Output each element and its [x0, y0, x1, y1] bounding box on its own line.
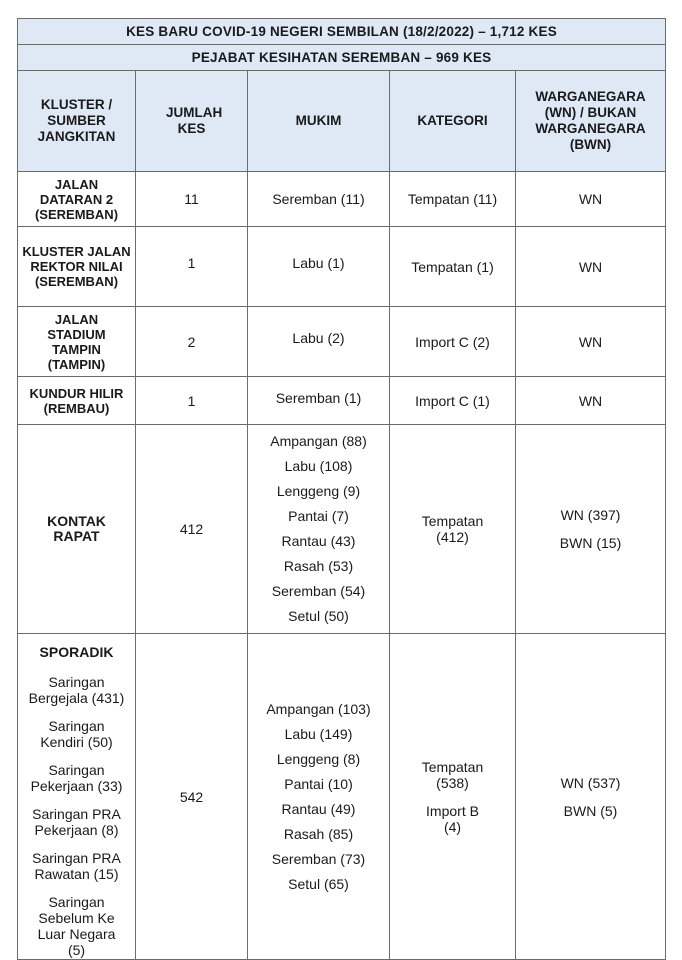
list-item: Labu (149) — [284, 725, 353, 742]
list-item: Seremban (54) — [271, 583, 366, 599]
cluster-cell: JALAN DATARAN 2 (SEREMBAN) — [18, 172, 136, 227]
list-item: Lenggeng (9) — [276, 483, 361, 499]
list-item: Seremban (73) — [271, 850, 366, 867]
table-row — [18, 307, 666, 377]
cluster-cell: JALAN STADIUM TAMPIN (TAMPIN) — [18, 307, 136, 377]
table-row — [18, 227, 666, 307]
list-item: Saringan Bergejala (431) — [28, 674, 125, 706]
list-item: BWN (5) — [563, 802, 618, 819]
total-cell: 11 — [136, 172, 248, 227]
list-item: Labu (108) — [284, 458, 353, 474]
citizenship-cell — [516, 425, 666, 634]
list-item: WN (397) — [560, 507, 621, 523]
list-item: Saringan PRA Pekerjaan (8) — [32, 806, 121, 838]
sporadik-sources — [18, 634, 136, 960]
kategori-cell: Tempatan (11) — [390, 172, 516, 227]
kategori-cell: Tempatan (412) — [390, 425, 516, 634]
office-subtitle: PEJABAT KESIHATAN SEREMBAN – 969 KES — [18, 45, 666, 71]
citizenship-cell: WN — [516, 377, 666, 425]
list-item: Ampangan (88) — [270, 433, 367, 449]
col-header-mukim: MUKIM — [248, 71, 390, 172]
list-item: Setul (65) — [288, 875, 349, 892]
col-header-kategori: KATEGORI — [390, 71, 516, 172]
table-row — [18, 172, 666, 227]
list-item: Rantau (43) — [281, 533, 356, 549]
cluster-cell: KONTAK RAPAT — [18, 425, 136, 634]
list-item: Rasah (53) — [283, 558, 354, 574]
cluster-cell: KUNDUR HILIR (REMBAU) — [18, 377, 136, 425]
covid-cases-table — [17, 18, 666, 960]
kategori-cell — [390, 634, 516, 960]
list-item: Setul (50) — [288, 608, 349, 624]
kategori-cell: Import C (2) — [390, 307, 516, 377]
citizenship-cell: WN — [516, 172, 666, 227]
list-item: BWN (15) — [559, 535, 622, 551]
kategori-cell: Import C (1) — [390, 377, 516, 425]
mukim-list — [248, 634, 390, 960]
total-cell: 2 — [136, 307, 248, 377]
table-row-kontak-rapat — [18, 425, 666, 634]
report-title: KES BARU COVID-19 NEGERI SEMBILAN (18/2/2022) – 1,712 KES — [18, 19, 666, 45]
list-item: Pantai (7) — [288, 508, 349, 524]
total-cell: 1 — [136, 377, 248, 425]
col-header-cluster: KLUSTER / SUMBER JANGKITAN — [18, 71, 136, 172]
col-header-total: JUMLAH KES — [136, 71, 248, 172]
citizenship-cell: WN — [516, 307, 666, 377]
mukim-list — [248, 425, 390, 634]
table-header-row — [18, 71, 666, 172]
table-row — [18, 377, 666, 425]
mukim-cell: Seremban (1) — [248, 377, 390, 425]
list-item: Saringan PRA Rawatan (15) — [32, 850, 121, 882]
list-item: WN (537) — [560, 774, 621, 791]
list-item: Ampangan (103) — [266, 700, 371, 717]
list-item: Pantai (10) — [284, 775, 353, 792]
total-cell: 412 — [136, 425, 248, 634]
list-item: Saringan Pekerjaan (33) — [30, 762, 123, 794]
table-row-sporadik — [18, 634, 666, 960]
mukim-cell: Labu (1) — [248, 227, 390, 307]
sporadik-label: SPORADIK — [39, 644, 114, 660]
list-item: Saringan Sebelum Ke Luar Negara (5) — [37, 894, 116, 958]
col-header-citizenship: WARGANEGARA (WN) / BUKAN WARGANEGARA (BWN) — [516, 71, 666, 172]
list-item: Import B (4) — [426, 802, 479, 835]
list-item: Rantau (49) — [281, 800, 356, 817]
mukim-cell: Labu (2) — [248, 307, 390, 377]
list-item: Lenggeng (8) — [276, 750, 361, 767]
kategori-cell: Tempatan (1) — [390, 227, 516, 307]
list-item: Rasah (85) — [283, 825, 354, 842]
citizenship-cell: WN — [516, 227, 666, 307]
list-item: Tempatan (538) — [421, 758, 484, 791]
cluster-cell: KLUSTER JALAN REKTOR NILAI (SEREMBAN) — [18, 227, 136, 307]
total-cell: 542 — [136, 634, 248, 960]
list-item: Saringan Kendiri (50) — [40, 718, 113, 750]
citizenship-cell — [516, 634, 666, 960]
mukim-cell: Seremban (11) — [248, 172, 390, 227]
total-cell: 1 — [136, 227, 248, 307]
